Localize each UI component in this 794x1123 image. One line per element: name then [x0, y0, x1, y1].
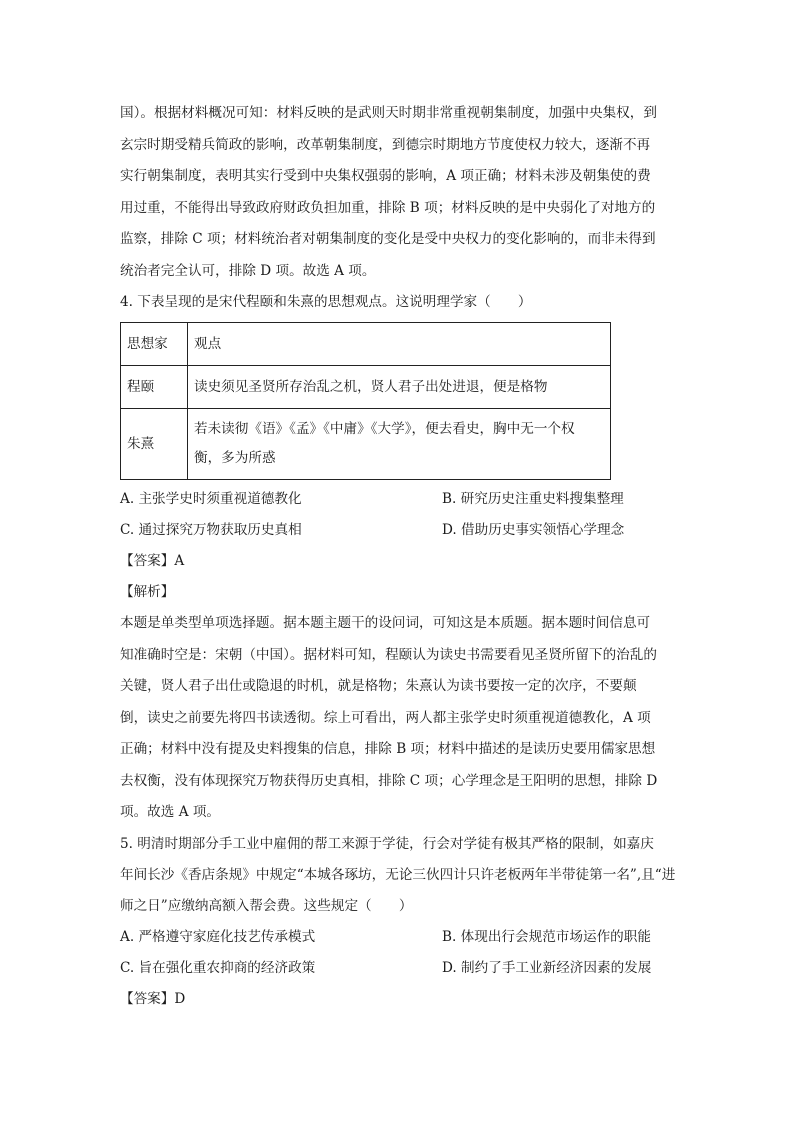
text-line: 监察，排除 C 项；材料统治者对朝集制度的变化是受中央权力的变化影响的，而非未得到 [120, 231, 656, 247]
question-stem: 4. 下表呈现的是宋代程颐和朱熹的思想观点。这说明理学家（ ） [120, 294, 532, 310]
answer-label: 【答案】D [120, 990, 186, 1007]
table-cell-line: 衡，多为所惑 [194, 450, 276, 466]
page-content [120, 98, 682, 1015]
table-cell: 朱熹 [121, 409, 188, 480]
text-line: 知准确时空是：宋朝（中国）。据材料可知，程颐认为读史书需要看见圣贤所留下的治乱的 [120, 646, 657, 663]
option-d[interactable]: D. 借助历史事实领悟心学理念 [442, 522, 625, 538]
option-c[interactable]: C. 旨在强化重农抑商的经济政策 [120, 959, 316, 976]
text-line: 项。故选 A 项。 [120, 804, 221, 820]
table-header-cell: 思想家 [121, 323, 188, 366]
option-b[interactable]: B. 研究历史注重史料搜集整理 [442, 491, 624, 507]
thinkers-table [120, 322, 611, 480]
options-list [120, 484, 682, 546]
question-stem-line: 5. 明清时期部分手工业中雇佣的帮工来源于学徒，行会对学徒有极其严格的限制，如嘉庆 [120, 835, 654, 852]
text-line: 倒，读史之前要先将四书读透彻。综上可看出，两人都主张学史时须重视道德教化，A 项 [120, 709, 651, 726]
option-b[interactable]: B. 体现出行会规范市场运作的职能 [442, 928, 651, 945]
table-cell [188, 409, 611, 480]
table-cell: 程颐 [121, 366, 188, 409]
analysis-label: 【解析】 [120, 584, 175, 600]
text-line: 国）。根据材料概况可知：材料反映的是武则天时期非常重视朝集制度，加强中央集权，到 [120, 105, 657, 121]
text-line: 实行朝集制度，表明其实行受到中央集权强弱的影响，A 项正确；材料未涉及朝集使的费 [120, 168, 651, 184]
analysis-text [120, 608, 682, 829]
text-line: 正确；材料中没有提及史料搜集的信息，排除 B 项；材料中描述的是读历史要用儒家思想 [120, 741, 656, 757]
text-line: 去权衡，没有体现探究万物获得历史真相，排除 C 项；心学理念是王阳明的思想，排除 D [120, 772, 658, 789]
option-d[interactable]: D. 制约了手工业新经济因素的发展 [442, 959, 652, 976]
q3-analysis-continued [120, 98, 682, 287]
text-line: 玄宗时期受精兵简政的影响，改革朝集制度，到德宗时期地方节度使权力较大，逐渐不再 [120, 136, 651, 153]
question-4 [120, 287, 682, 829]
table-row [121, 409, 611, 480]
text-line: 本题是单类型单项选择题。据本题主题干的设问词，可知这是本质题。据本题时间信息可 [120, 615, 651, 631]
table-row [121, 366, 611, 409]
options-list [120, 922, 682, 984]
table-header-cell: 观点 [188, 323, 611, 366]
option-c[interactable]: C. 通过探究万物获取历史真相 [120, 522, 302, 538]
question-stem-line: 师之日”应缴纳高额入帮会费。这些规定（ ） [120, 897, 413, 914]
option-a[interactable]: A. 主张学史时须重视道德教化 [120, 491, 302, 507]
question-stem-line: 年间长沙《香店条规》中规定“本城各琢坊，无论三伙四计只许老板两年半带徒第一名”,且“进 [120, 866, 676, 883]
option-a[interactable]: A. 严格遵守家庭化技艺传承模式 [120, 928, 316, 945]
text-line: 关键，贤人君子出仕或隐退的时机，就是格物；朱熹认为读书要按一定的次序，不要颠 [120, 678, 637, 694]
table-cell: 读史须见圣贤所存治乱之机，贤人君子出处进退，便是格物 [188, 366, 611, 409]
table-cell-line: 若未读彻《语》《孟》《中庸》《大学》，便去看史，胸中无一个权 [194, 421, 575, 437]
text-line: 用过重，不能得出导致政府财政负担加重，排除 B 项；材料反映的是中央弱化了对地方的 [120, 199, 656, 216]
table-header-row [121, 323, 611, 366]
text-line: 统治者完全认可，排除 D 项。故选 A 项。 [120, 262, 376, 279]
answer-label: 【答案】A [120, 553, 185, 569]
question-5 [120, 829, 682, 1015]
